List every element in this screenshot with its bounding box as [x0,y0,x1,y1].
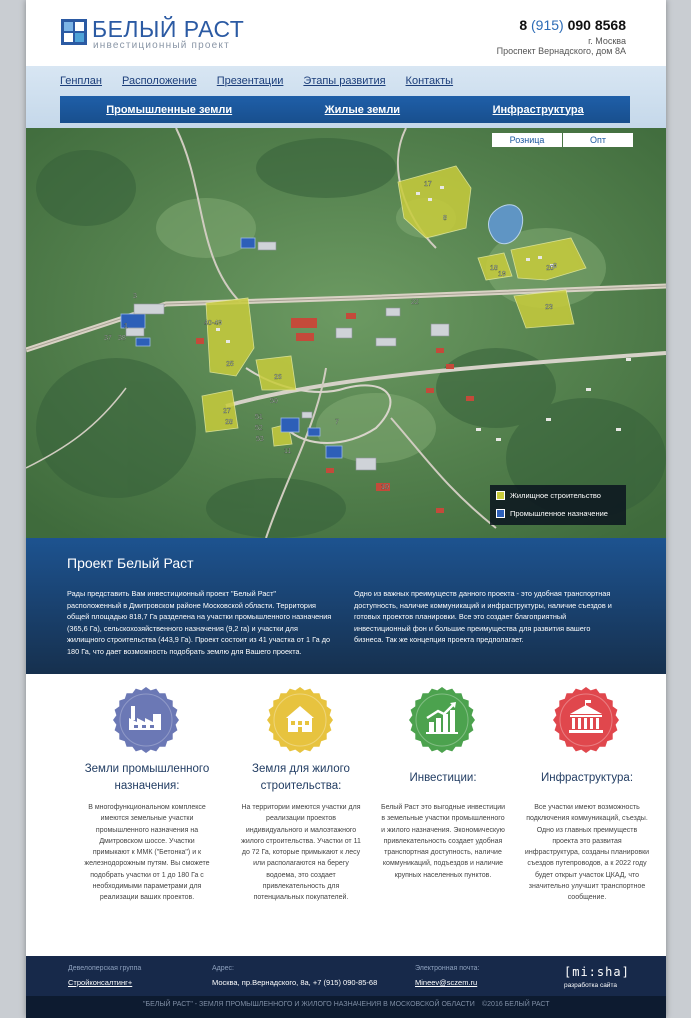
house-icon [266,686,334,754]
plot-label[interactable]: 3 [133,293,137,300]
feature-text-investment: Белый Раст это выгодные инвестиции в земельные участки промышленного и жилого назначения. Экономическую привлекательность создает удобная транспортная доступность, наличие коммуникаций, подъездов и наличие крупных населенных пунктов. [380,804,506,879]
government-building-icon [552,686,620,754]
nav-presentations[interactable]: Презентации [216,75,284,87]
footer-address-value: Москва, пр.Вернадского, 8а, +7 (915) 090-85-68 [212,978,378,987]
feature-title-investment: Инвестиции: [409,772,477,784]
plot-label[interactable]: 20 [546,265,554,272]
logo-title[interactable]: БЕЛЫЙ РАСТ [92,16,245,42]
phone-code: (915) [531,17,564,33]
plot-label[interactable]: 50 [270,398,278,405]
nav-contacts[interactable]: Контакты [405,75,454,87]
studio-caption: разработка сайта [564,982,617,989]
footer-developer-link[interactable]: Стройконсалтинг+ [68,978,133,987]
plot-label[interactable]: 1 [124,323,128,330]
feature-text-industrial: В многофункциональном комплексе имеются земельные участки промышленного назначения на Дмитровском шоссе. Участки примыкают к ММК ("Бетонка") и к железнодорожным путям. Вы сможете подобрать участки от 1 до 180 Га с необходимыми параметрами для реализации ваших проектов. [84,804,210,902]
feature-title-industrial: Земли промышленного назначения: [84,763,210,792]
nav-location[interactable]: Расположение [121,75,197,87]
plot-label[interactable]: 9 [553,263,557,270]
footer-address-label: Адрес: [212,965,234,972]
site-map[interactable] [26,128,666,538]
plot-label[interactable]: 8 [443,215,447,222]
feature-title-residential: Земля для жилого строительства: [252,763,350,792]
plot-label[interactable]: 17 [424,181,432,188]
legend-label-residential: Жилищное строительство [510,491,601,500]
footer-email-label: Электронная почта: [415,965,480,972]
studio-logo[interactable]: [mi:sha] [564,965,630,979]
plot-label[interactable]: 38 [118,335,126,342]
bottom-tagline: "БЕЛЫЙ РАСТ" - ЗЕМЛЯ ПРОМЫШЛЕННОГО И ЖИЛОГО НАЗНАЧЕНИЯ В МОСКОВСКОЙ ОБЛАСТИ [143,1001,475,1008]
section-infrastructure[interactable]: Инфраструктура [492,103,584,116]
footer-email-link[interactable]: Mineev@sczem.ru [415,978,478,987]
bottom-bar [26,996,666,1018]
footer-developer-label: Девелоперская группа [68,965,142,972]
logo-subtitle: инвестиционный проект [93,40,230,51]
phone-main: 090 8568 [567,17,626,33]
section-residential[interactable]: Жилые земли [324,103,401,116]
address: Проспект Вернадского, дом 8А [496,46,626,56]
plot-label[interactable]: 53 [256,436,264,443]
growth-chart-icon [408,686,476,754]
copyright: ©2016 БЕЛЫЙ РАСТ [482,1001,550,1008]
plot-label[interactable]: 28 [225,419,233,426]
plot-label[interactable]: 26 [274,374,282,381]
legend-item-residential [496,491,601,500]
feature-title-infrastructure: Инфраструктура: [540,772,634,784]
header [26,0,666,66]
logo-icon[interactable] [61,19,87,45]
project-text-right: Одно из важных преимуществ данного проекта - это удобная транспортная доступность, наличие коммуникаций и инфраструктуры, наличие съездов и готовых проектов планировки. Все это создает благоприятный инвестиционный фон и большие преимущества для развития вашего бизнеса. Так же концепция проекта предполагает. [354,589,612,644]
plot-label[interactable]: 40-49 [204,320,222,327]
plot-label[interactable]: 37 [104,335,112,342]
plot-label[interactable]: 22 [411,299,419,306]
section-industrial[interactable]: Промышленные земли [106,103,233,116]
phone-prefix: 8 [519,17,528,33]
nav-genplan[interactable]: Генплан [60,75,102,87]
plot-label[interactable]: 52 [255,425,263,432]
footer [26,956,666,996]
tab-wholesale[interactable]: Опт [563,133,633,147]
plot-label[interactable]: 51 [255,414,263,421]
plot-labels [26,128,666,538]
plot-label[interactable]: 23 [545,304,553,311]
legend-label-industrial: Промышленное назначение [510,509,608,518]
plot-label[interactable]: 18 [490,265,498,272]
factory-icon [112,686,180,754]
phone-number [519,17,626,33]
project-section [26,538,666,674]
city: г. Москва [588,36,626,46]
features-section [26,674,666,956]
legend-swatch-residential [496,491,505,500]
legend-item-industrial [496,509,608,518]
nav-stages[interactable]: Этапы развития [303,75,386,87]
legend-swatch-industrial [496,509,505,518]
plot-label[interactable]: 10 [381,484,389,491]
plot-label[interactable]: 27 [223,408,231,415]
plot-label[interactable]: 11 [284,448,292,455]
top-nav [60,75,453,87]
map-legend [490,485,626,525]
feature-text-residential: На территории имеются участки для реализации проектов индивидуального и малоэтажного жилого строительства. Участки от 11 до 72 Га, которые примыкают к лесу или располагаются на берегу водоема, это создает привлекательность для потенциальных покупателей. [241,804,361,902]
feature-text-infrastructure: Все участки имеют возможность подключения коммуникаций, съезды. Одно из главных преимуществ проекта это развитая инфраструктура, созданы планировки съездов путепроводов, а к 2022 году будет открыт участок ЦКАД, что значительно улучшит транспортное сообщение. [524,804,650,902]
project-title: Проект Белый Раст [67,555,194,571]
project-text-left: Рады представить Вам инвестиционный проект "Белый Раст" расположенный в Дмитровском районе Московской области. Территория общей площадью 818,7 Га разделена на участки промышленного назначения (365,6 Га), сельскохозяйственного назначения (9,2 га) и участки для жилищного строительства (443,9 Га). Проект состоит из 41 участка от 1 Га до 180 Га, что дает возможность подобрать землю для Вашего проекта. [67,589,332,656]
section-nav [60,96,630,123]
plot-label[interactable]: 19 [498,271,506,278]
plot-label[interactable]: 7 [335,419,339,426]
plot-label[interactable]: 25 [226,361,234,368]
tab-retail[interactable]: Розница [492,133,562,147]
page [26,0,666,1018]
